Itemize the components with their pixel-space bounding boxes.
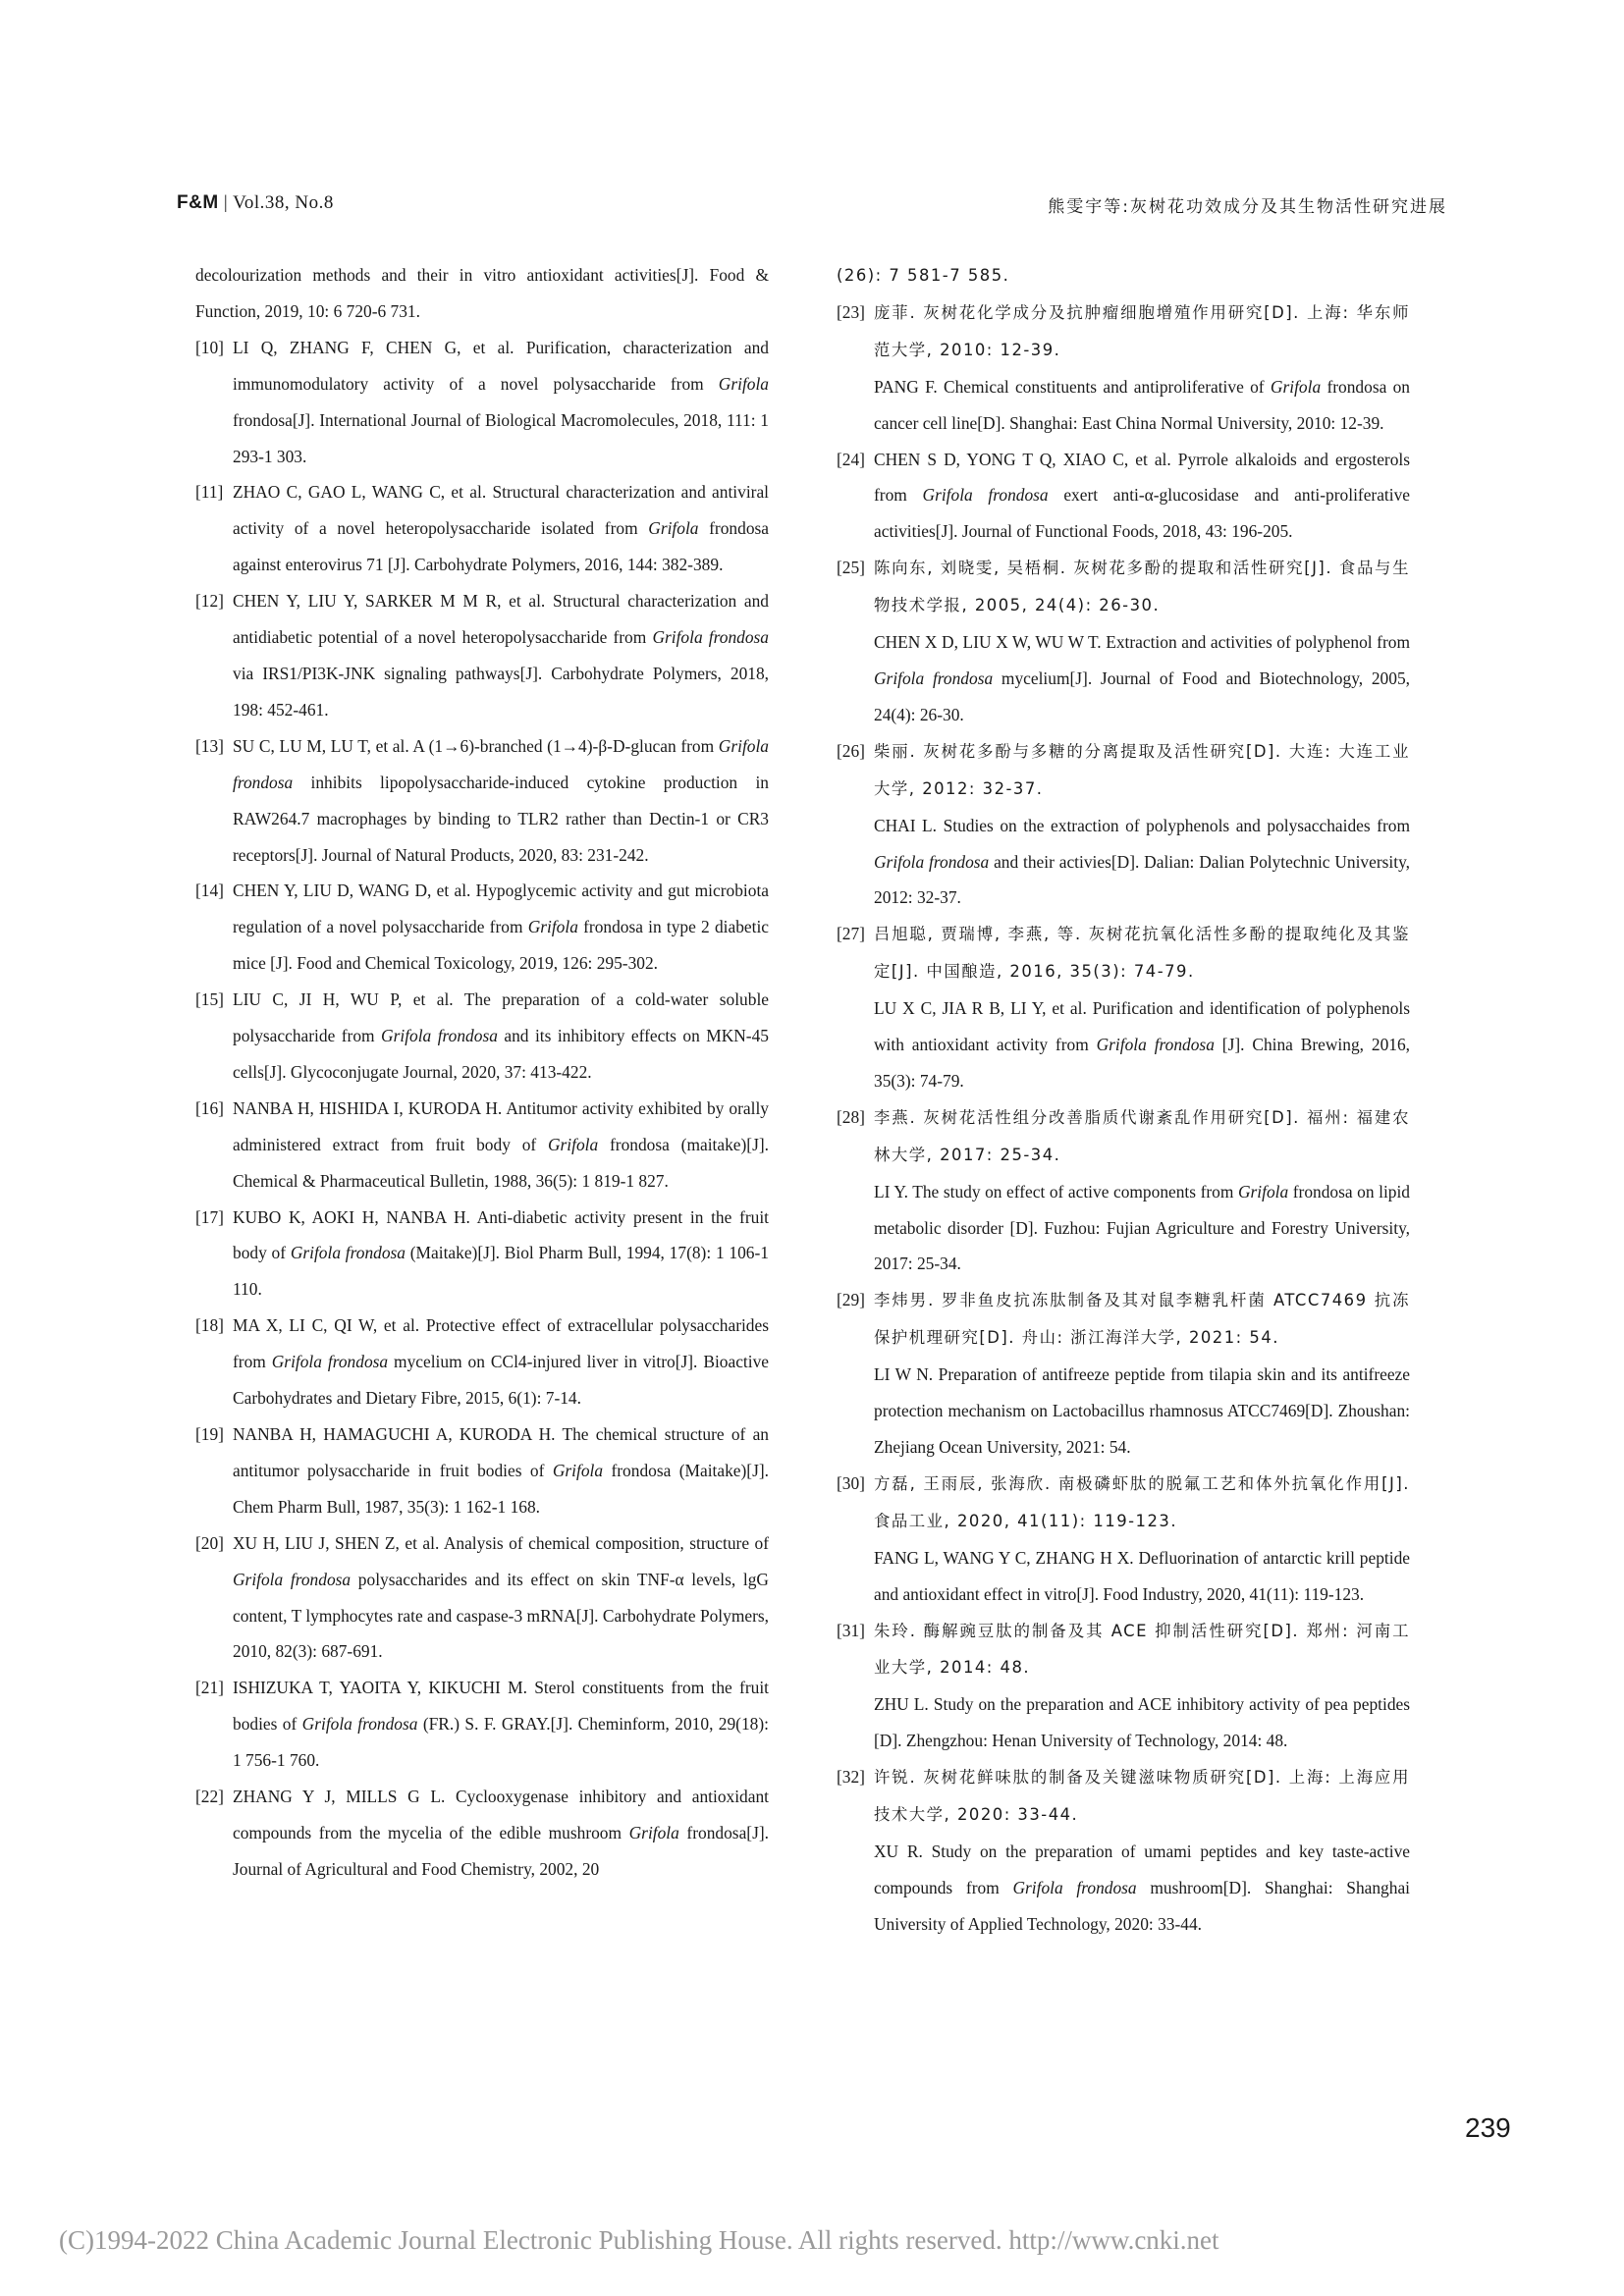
reference-text-zh: 朱玲. 酶解豌豆肽的制备及其 ACE 抑制活性研究[D]. 郑州: 河南工业大学, 2014: 48.: [874, 1621, 1410, 1678]
reference-text: LI Q, ZHANG F, CHEN G, et al. Purification, characterization and immunomodulatory activity of a novel polysaccharide from: [233, 337, 769, 394]
journal-volume: Vol.38, No.8: [233, 192, 334, 213]
reference-column-right: [837, 257, 1410, 1943]
reference-text: frondosa on lipid metabolic disorder [D]. Fuzhou: Fujian Agriculture and Forestry University, 2017: 25-34.: [874, 1181, 1411, 1274]
reference-text: XU H, LIU J, SHEN Z, et al. Analysis of chemical composition, structure of: [233, 1532, 769, 1553]
reference-number: [21]: [195, 1678, 224, 1698]
reference-number: [18]: [195, 1315, 224, 1336]
reference-text: decolourization methods and their in vitro antioxidant activities[J]. Food & Function, 2019, 10: 6 720-6 731.: [195, 265, 769, 321]
reference-item: [195, 1308, 769, 1416]
reference-text-zh: 李燕. 灰树花活性组分改善脂质代谢紊乱作用研究[D]. 福州: 福建农林大学, 2017: 25-34.: [874, 1107, 1410, 1164]
reference-text-zh: 柴丽. 灰树花多酚与多糖的分离提取及活性研究[D]. 大连: 大连工业大学, 2012: 32-37.: [874, 741, 1410, 798]
species-name: Grifola: [527, 917, 578, 937]
reference-item: [195, 474, 769, 583]
running-header: [177, 192, 1447, 218]
reference-text: PANG F. Chemical constituents and antiproliferative of: [874, 376, 1271, 397]
reference-number: [32]: [837, 1767, 865, 1788]
running-title: 熊雯宇等:灰树花功效成分及其生物活性研究进展: [1048, 197, 1447, 217]
reference-number: [29]: [837, 1290, 865, 1310]
reference-text: NANBA H, HAMAGUCHI A, KURODA H. The chemical structure of an antitumor polysaccharide in fruit bodies of: [233, 1424, 769, 1480]
reference-text: mycelium[J]. Journal of Food and Biotechnology, 2005, 24(4): 26-30.: [874, 667, 1410, 724]
reference-number: [27]: [837, 924, 865, 944]
reference-text: XU R. Study on the preparation of umami peptides and key taste-active compounds from: [874, 1841, 1410, 1897]
reference-text-en: [874, 1686, 1410, 1759]
reference-number: [25]: [837, 558, 865, 578]
reference-text-zh: 李炜男. 罗非鱼皮抗冻肽制备及其对鼠李糖乳杆菌 ATCC7469 抗冻保护机理研究[D]. 舟山: 浙江海洋大学, 2021: 54.: [874, 1291, 1410, 1348]
reference-number: [22]: [195, 1787, 224, 1807]
reference-number: [24]: [837, 449, 865, 469]
reference-text: frondosa[J]. International Journal of Biological Macromolecules, 2018, 111: 1 293-1 303.: [233, 409, 769, 466]
reference-text: exert anti-α-glucosidase and anti-proliferative activities[J]. Journal of Functional Foods, 2018, 43: 196-205.: [874, 485, 1410, 542]
species-name: Grifola: [628, 1822, 679, 1842]
species-name: Grifola frondosa: [1012, 1877, 1137, 1897]
reference-text: CHEN X D, LIU X W, WU W T. Extraction and activities of polyphenol from: [874, 632, 1410, 653]
reference-column-left: [195, 257, 769, 1888]
reference-number: [16]: [195, 1097, 224, 1118]
reference-item: [837, 294, 1410, 442]
reference-text: CHEN Y, LIU Y, SARKER M M R, et al. Structural characterization and antidiabetic potential of a novel heteropolysaccharide from: [233, 591, 769, 648]
reference-item: [195, 1416, 769, 1525]
reference-text: inhibits lipopolysaccharide-induced cytokine production in RAW264.7 macrophages by binding to TLR2 rather than Dectin-1 or CR3 receptors[J]. Journal of Natural Products, 2020, 83: 231-242.: [233, 772, 769, 865]
species-name: Grifola frondosa: [233, 735, 769, 792]
journal-logo: F&M: [177, 192, 219, 213]
reference-text: LI Y. The study on effect of active components from: [874, 1181, 1238, 1201]
reference-text-en: [874, 1174, 1410, 1283]
reference-number: [17]: [195, 1206, 224, 1227]
reference-text: frondosa against enterovirus 71 [J]. Carbohydrate Polymers, 2016, 144: 382-389.: [233, 518, 769, 575]
reference-number: [23]: [837, 301, 865, 322]
reference-number: [10]: [195, 337, 224, 357]
species-name: Grifola frondosa: [381, 1026, 498, 1046]
reference-text: ISHIZUKA T, YAOITA Y, KIKUCHI M. Sterol constituents from the fruit bodies of: [233, 1678, 769, 1735]
reference-text-en: [874, 624, 1410, 733]
reference-text: frondosa in type 2 diabetic mice [J]. Food and Chemical Toxicology, 2019, 126: 295-302.: [233, 917, 769, 974]
reference-item: [837, 1759, 1410, 1943]
reference-text: frondosa (maitake)[J]. Chemical & Pharmaceutical Bulletin, 1988, 36(5): 1 819-1 827.: [233, 1134, 769, 1191]
reference-text: KUBO K, AOKI H, NANBA H. Anti-diabetic activity present in the fruit body of: [233, 1206, 769, 1263]
reference-text-en: [874, 1357, 1410, 1466]
species-name: Grifola: [1270, 376, 1322, 397]
reference-text-en: [874, 1540, 1410, 1613]
species-name: Grifola frondosa: [233, 1569, 352, 1589]
journal-info: F&M | Vol.38, No.8: [177, 192, 334, 213]
reference-item: [837, 550, 1410, 733]
reference-item: [195, 1779, 769, 1888]
reference-item: [837, 1466, 1410, 1613]
reference-text: ZHANG Y J, MILLS G L. Cyclooxygenase inhibitory and antioxidant compounds from the mycelia of the edible mushroom: [233, 1787, 769, 1842]
reference-text-en: [874, 808, 1410, 917]
reference-text: MA X, LI C, QI W, et al. Protective effect of extracellular polysaccharides from: [233, 1315, 769, 1372]
reference-text: CHEN S D, YONG T Q, XIAO C, et al. Pyrrole alkaloids and ergosterols from: [874, 449, 1410, 506]
reference-text-zh: 陈向东, 刘晓雯, 吴梧桐. 灰树花多酚的提取和活性研究[J]. 食品与生物技术学报, 2005, 24(4): 26-30.: [874, 559, 1410, 615]
species-name: Grifola frondosa: [290, 1243, 406, 1263]
reference-text: (FR.) S. F. GRAY.[J]. Cheminform, 2010, 29(18): 1 756-1 760.: [233, 1714, 769, 1771]
reference-text: and their activies[D]. Dalian: Dalian Polytechnic University, 2012: 32-37.: [874, 851, 1410, 908]
reference-item: [195, 1091, 769, 1200]
species-name: Grifola frondosa: [874, 667, 994, 688]
reference-text-zh: 吕旭聪, 贾瑞博, 李燕, 等. 灰树花抗氧化活性多酚的提取纯化及其鉴定[J]. 中国酿造, 2016, 35(3): 74-79.: [874, 925, 1410, 982]
reference-text: ZHU L. Study on the preparation and ACE inhibitory activity of pea peptides [D]. Zhengzhou: Henan University of Technology, 2014: 48.: [874, 1694, 1410, 1751]
species-name: Grifola frondosa: [922, 485, 1049, 506]
reference-item: [195, 982, 769, 1091]
reference-number: [14]: [195, 881, 224, 901]
reference-text-en: [874, 369, 1410, 442]
reference-item: [195, 1670, 769, 1779]
reference-text: LU X C, JIA R B, LI Y, et al. Purification and identification of polyphenols with antioxidant activity from: [874, 998, 1410, 1055]
reference-item: [837, 733, 1410, 917]
reference-text: and its inhibitory effects on MKN-45 cells[J]. Glycoconjugate Journal, 2020, 37: 413-422.: [233, 1026, 769, 1082]
reference-text: [J]. China Brewing, 2016, 35(3): 74-79.: [874, 1035, 1410, 1091]
reference-text: mycelium on CCl4-injured liver in vitro[J]. Bioactive Carbohydrates and Dietary Fibre, 2015, 6(1): 7-14.: [233, 1352, 769, 1409]
reference-item: [195, 257, 769, 330]
species-name: Grifola: [718, 373, 769, 394]
reference-number: [19]: [195, 1424, 224, 1444]
reference-text: LIU C, JI H, WU P, et al. The preparation of a cold-water soluble polysaccharide from: [233, 989, 769, 1046]
reference-text: frondosa[J]. Journal of Agricultural and Food Chemistry, 2002, 20: [233, 1822, 769, 1879]
species-name: Grifola: [552, 1460, 604, 1480]
reference-item: [195, 330, 769, 475]
reference-number: [30]: [837, 1472, 865, 1493]
reference-item: [837, 1613, 1410, 1760]
reference-text-en: [874, 990, 1410, 1099]
reference-text: CHAI L. Studies on the extraction of polyphenols and polysacchaides from: [874, 815, 1410, 835]
reference-text: frondosa on cancer cell line[D]. Shanghai: East China Normal University, 2010: 12-39.: [874, 376, 1411, 433]
reference-text-zh: 庞菲. 灰树花化学成分及抗肿瘤细胞增殖作用研究[D]. 上海: 华东师范大学, 2010: 12-39.: [874, 302, 1410, 359]
reference-item: [837, 257, 1410, 294]
copyright-footer: (C)1994-2022 China Academic Journal Electronic Publishing House. All rights reserved. http://www.cnki.net: [59, 2225, 1219, 2255]
reference-text: (Maitake)[J]. Biol Pharm Bull, 1994, 17(8): 1 106-1 110.: [233, 1243, 769, 1300]
reference-number: [31]: [837, 1620, 865, 1640]
species-name: Grifola: [648, 518, 699, 539]
reference-text-zh: (26): 7 581-7 585.: [837, 266, 1010, 285]
reference-text: CHEN Y, LIU D, WANG D, et al. Hypoglycemic activity and gut microbiota regulation of a novel polysaccharide from: [233, 881, 769, 937]
species-name: Grifola frondosa: [1096, 1035, 1215, 1055]
reference-item: [195, 1525, 769, 1671]
reference-text-zh: 方磊, 王雨辰, 张海欣. 南极磷虾肽的脱氟工艺和体外抗氧化作用[J]. 食品工业, 2020, 41(11): 119-123.: [874, 1473, 1410, 1530]
reference-number: [26]: [837, 740, 865, 761]
reference-text: mushroom[D]. Shanghai: Shanghai University of Applied Technology, 2020: 33-44.: [874, 1877, 1410, 1934]
reference-text-zh: 许锐. 灰树花鲜味肽的制备及关键滋味物质研究[D]. 上海: 上海应用技术大学, 2020: 33-44.: [874, 1768, 1410, 1825]
species-name: Grifola frondosa: [301, 1714, 418, 1735]
reference-text: LI W N. Preparation of antifreeze peptide from tilapia skin and its antifreeze protection mechanism on Lactobacillus rhamnosus ATCC7469[D]. Zhoushan: Zhejiang Ocean University, 2021: 54.: [874, 1364, 1410, 1457]
reference-number: [12]: [195, 591, 224, 612]
reference-number: [28]: [837, 1106, 865, 1127]
reference-text-en: [874, 450, 1410, 542]
species-name: Grifola: [1237, 1181, 1289, 1201]
species-name: Grifola frondosa: [652, 627, 770, 648]
species-name: Grifola frondosa: [874, 851, 990, 872]
reference-number: [13]: [195, 735, 224, 756]
reference-number: [20]: [195, 1532, 224, 1553]
reference-item: [195, 873, 769, 982]
reference-text: ZHAO C, GAO L, WANG C, et al. Structural characterization and antiviral activity of a novel heteropolysaccharide isolated from: [233, 482, 769, 539]
reference-text: via IRS1/PI3K-JNK signaling pathways[J]. Carbohydrate Polymers, 2018, 198: 452-461.: [233, 663, 769, 720]
reference-item: [837, 1099, 1410, 1283]
reference-item: [195, 728, 769, 874]
reference-item: [837, 1282, 1410, 1466]
reference-item: [195, 1200, 769, 1308]
reference-text: polysaccharides and its effect on skin TNF-α levels, lgG content, T lymphocytes rate and caspase-3 mRNA[J]. Carbohydrate Polymers, 2010, 82(3): 687-691.: [233, 1569, 769, 1662]
species-name: Grifola: [547, 1134, 599, 1154]
reference-text: FANG L, WANG Y C, ZHANG H X. Defluorination of antarctic krill peptide and antioxidant effect in vitro[J]. Food Industry, 2020, 41(11): 119-123.: [874, 1547, 1410, 1604]
page-number: 239: [1465, 2112, 1511, 2143]
reference-text: SU C, LU M, LU T, et al. A (1→6)-branched (1→4)-β-D-glucan from: [233, 735, 719, 756]
reference-item: [837, 916, 1410, 1099]
reference-number: [11]: [195, 482, 224, 503]
reference-text: NANBA H, HISHIDA I, KURODA H. Antitumor activity exhibited by orally administered extract from fruit body of: [233, 1097, 769, 1154]
reference-number: [15]: [195, 989, 224, 1010]
reference-item: [195, 583, 769, 728]
reference-text: frondosa (Maitake)[J]. Chem Pharm Bull, 1987, 35(3): 1 162-1 168.: [233, 1460, 770, 1517]
species-name: Grifola frondosa: [271, 1352, 389, 1372]
reference-item: [837, 442, 1410, 551]
reference-text-en: [874, 1834, 1410, 1943]
